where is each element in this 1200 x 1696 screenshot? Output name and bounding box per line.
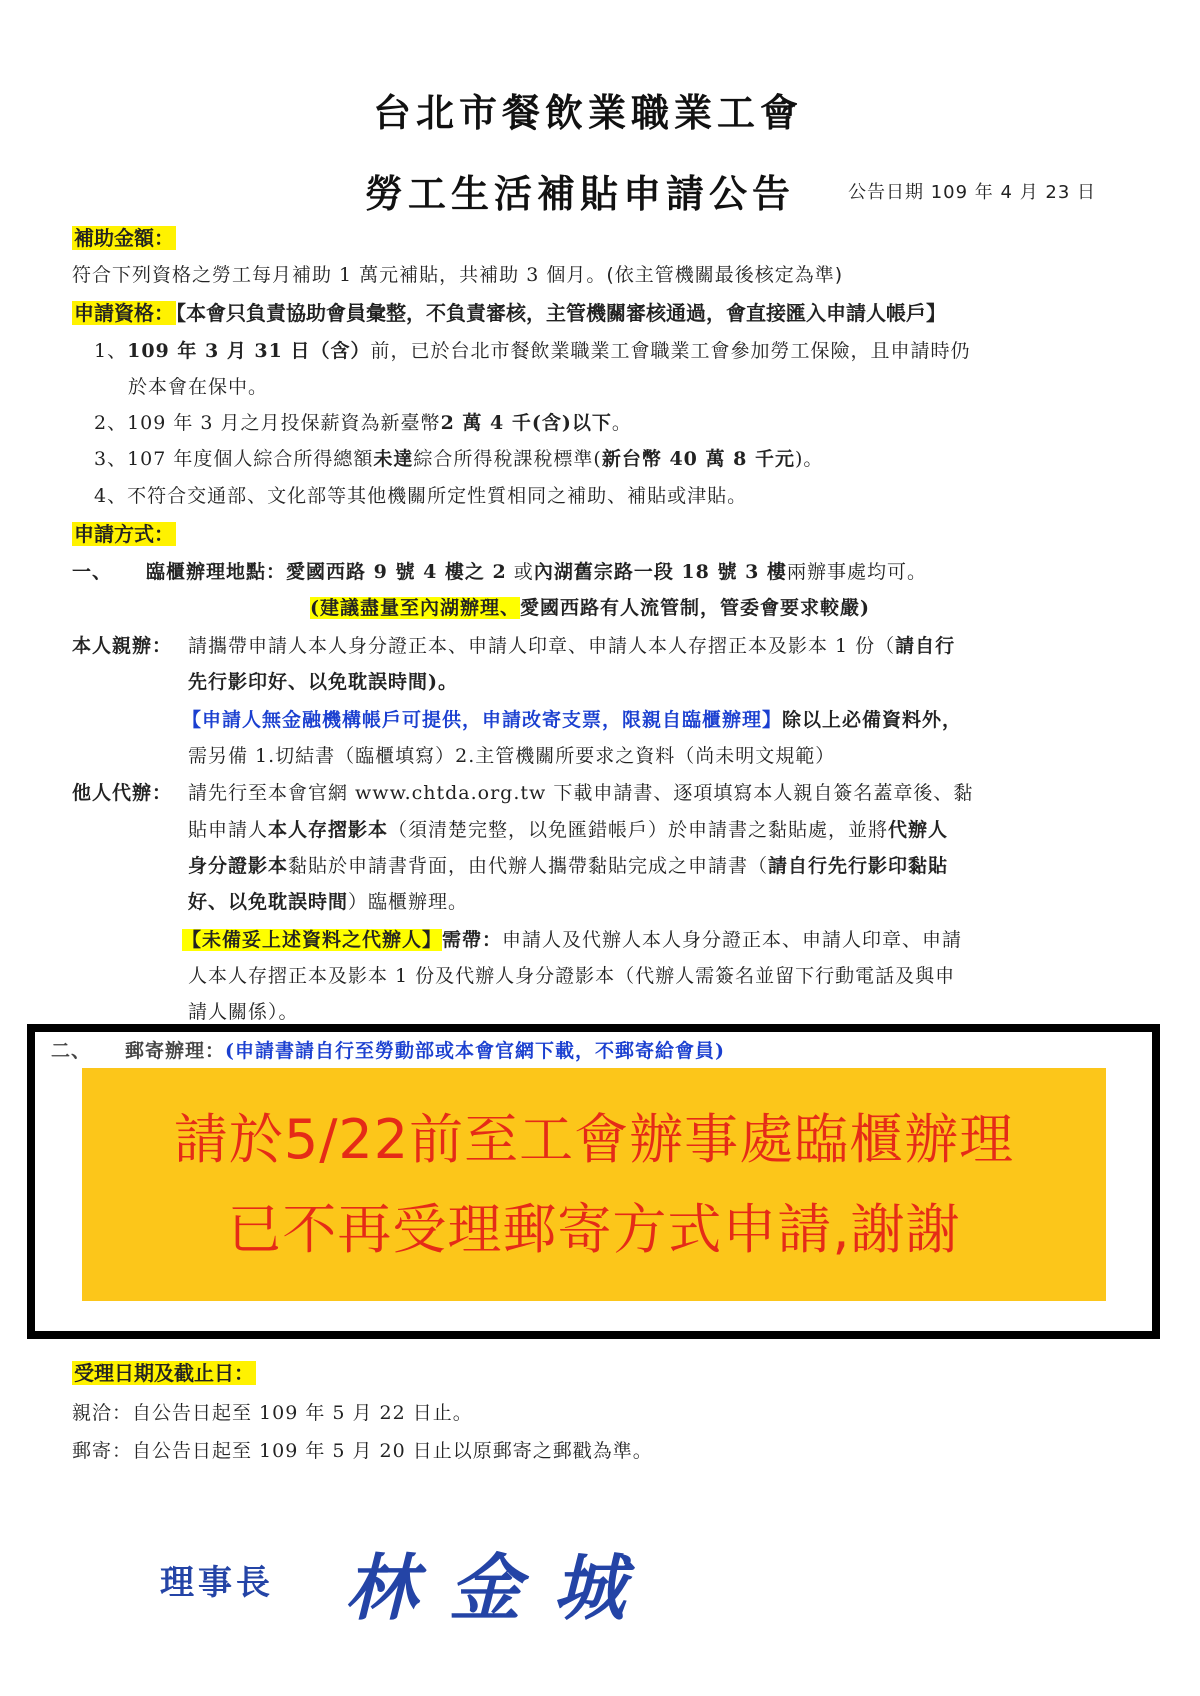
item2-a: 2、109 年 3 月之月投保薪資為新臺幣 bbox=[94, 412, 441, 434]
method-heading: 申請方式： bbox=[74, 522, 174, 546]
proxy-l4b: ）臨櫃辦理。 bbox=[348, 891, 469, 913]
eligibility-item-1-cont: 於本會在保中。 bbox=[128, 376, 269, 398]
deadline-heading: 受理日期及截止日： bbox=[74, 1361, 254, 1385]
proxy-l3a: 身分證影本 bbox=[188, 855, 289, 877]
item2-bold: 2 萬 4 千(含)以下 bbox=[440, 412, 612, 434]
item1-rest: 前，已於台北市餐飲業職業工會職業工會參加勞工保險，且申請時仍 bbox=[370, 340, 971, 362]
notice-line-1: 請於5/22前至工會辦事處臨櫃辦理 bbox=[173, 1107, 1015, 1171]
proxy-l2a: 貼申請人 bbox=[188, 819, 269, 841]
self-line-2: 先行影印好、以免耽誤時間)。 bbox=[188, 671, 458, 693]
counter-or: 或 bbox=[506, 561, 534, 583]
mail-line bbox=[51, 1036, 1151, 1063]
proxy-l4a: 好、以免耽誤時間 bbox=[188, 891, 349, 913]
notice-title: 勞工生活補貼申請公告 bbox=[365, 172, 796, 216]
item3-end: )。 bbox=[794, 448, 824, 470]
self-blue-note: 【申請人無金融機構帳戶可提供，申請改寄支票，限親自臨櫃辦理】 bbox=[182, 709, 783, 731]
proxy-l2c: （須清楚完整，以免匯錯帳戶）於申請書之黏貼處，並將 bbox=[388, 819, 889, 841]
proxy-l2d: 代辦人 bbox=[888, 819, 949, 841]
proxy-label: 他人代辦： bbox=[72, 782, 173, 804]
proxy-line-3 bbox=[188, 851, 948, 878]
proxy-l2b: 本人存摺影本 bbox=[268, 819, 389, 841]
counter-tail: 兩辦事處均可。 bbox=[786, 561, 927, 583]
proxy-line-4 bbox=[188, 887, 468, 914]
proxy-hl: 【未備妥上述資料之代辦人】 bbox=[182, 929, 443, 951]
counter-suggest-hl: (建議盡量至內湖辦理、 bbox=[310, 597, 520, 619]
counter-title: 臨櫃辦理地點： bbox=[146, 561, 287, 583]
overlay-notice bbox=[82, 1068, 1106, 1301]
notice-date: 公告日期 109 年 4 月 23 日 bbox=[848, 182, 1097, 203]
item3-bold1: 未達 bbox=[373, 448, 414, 470]
eligibility-item-4: 4、不符合交通部、文化部等其他機關所定性質相同之補助、補貼或津貼。 bbox=[94, 485, 748, 507]
self-bold: 請自行 bbox=[895, 635, 956, 657]
eligibility-heading-line bbox=[72, 297, 946, 326]
proxy-need-bold: 需帶： bbox=[442, 929, 503, 951]
deadline-in-person: 親洽：自公告日起至 109 年 5 月 22 日止。 bbox=[72, 1402, 473, 1424]
proxy-need: 申請人及代辦人本人身分證正本、申請人印章、申請 bbox=[502, 929, 963, 951]
proxy-line-1: 請先行至本會官網 www.chtda.org.tw 下載申請書、逐項填寫本人親自簽名蓋章後、黏 bbox=[188, 782, 974, 804]
mail-blue: (申請書請自行至勞動部或本會官網下載，不郵寄給會員) bbox=[225, 1040, 725, 1062]
counter-addr1: 愛國西路 9 號 4 樓之 2 bbox=[286, 561, 507, 583]
item1-prefix: 1、 bbox=[94, 340, 128, 362]
amount-text-b: (依主管機關最後核定為準) bbox=[606, 264, 844, 286]
counter-label: 一、 bbox=[72, 561, 113, 583]
amount-heading bbox=[72, 222, 176, 251]
item2-end: 。 bbox=[611, 412, 632, 434]
proxy-line-7: 請人關係）。 bbox=[188, 1001, 299, 1023]
proxy-l3c: 請自行先行影印黏貼 bbox=[768, 855, 949, 877]
self-line-3 bbox=[182, 705, 962, 732]
counter-line bbox=[72, 557, 927, 584]
self-text: 請攜帶申請人本人身分證正本、申請人印章、申請人本人存摺正本及影本 1 份（ bbox=[188, 635, 896, 657]
eligibility-heading: 申請資格： bbox=[74, 301, 174, 325]
counter-suggest-rest: 愛國西路有人流管制，管委會要求較嚴) bbox=[520, 597, 870, 619]
signature-name: 林金城 bbox=[345, 1545, 658, 1630]
self-line-1 bbox=[188, 631, 955, 658]
notice-line-2: 已不再受理郵寄方式申請,謝謝 bbox=[227, 1197, 961, 1261]
proxy-line-2 bbox=[188, 815, 948, 842]
proxy-line-6: 人本人存摺正本及影本 1 份及代辦人身分證影本（代辦人需簽名並留下行動電話及與申 bbox=[188, 965, 956, 987]
item3-bold2: 新台幣 40 萬 8 千元 bbox=[601, 448, 795, 470]
self-extra: 除以上必備資料外， bbox=[782, 709, 963, 731]
method-heading-line bbox=[72, 518, 176, 547]
eligibility-item-3 bbox=[94, 444, 823, 471]
signature-title: 理事長 bbox=[160, 1563, 274, 1603]
amount-text bbox=[72, 260, 843, 287]
amount-text-a: 符合下列資格之勞工每月補助 1 萬元補貼，共補助 3 個月。 bbox=[72, 264, 607, 286]
proxy-line-5 bbox=[182, 925, 962, 952]
deadline-heading-line bbox=[72, 1357, 256, 1386]
eligibility-item-1 bbox=[94, 336, 971, 363]
counter-suggest bbox=[310, 593, 870, 620]
org-name: 台北市餐飲業職業工會 bbox=[373, 91, 804, 135]
overlay-notice-frame bbox=[27, 1024, 1160, 1339]
item1-bold: 109 年 3 月 31 日（含） bbox=[127, 340, 371, 362]
deadline-mail: 郵寄：自公告日起至 109 年 5 月 20 日止以原郵寄之郵戳為準。 bbox=[72, 1440, 653, 1462]
amount-heading-text: 補助金額： bbox=[74, 226, 174, 250]
item3-b: 綜合所得稅課稅標準( bbox=[413, 448, 602, 470]
mail-title: 郵寄辦理： bbox=[125, 1040, 226, 1062]
proxy-l3b: 黏貼於申請書背面，由代辦人攜帶黏貼完成之申請書（ bbox=[288, 855, 769, 877]
eligibility-note: 【本會只負責協助會員彙整，不負責審核，主管機關審核通過，會直接匯入申請人帳戶】 bbox=[176, 301, 946, 325]
self-label: 本人親辦： bbox=[72, 635, 173, 657]
self-line-4: 需另備 1.切結書（臨櫃填寫）2.主管機關所要求之資料（尚未明文規範） bbox=[188, 745, 836, 767]
mail-label: 二、 bbox=[51, 1040, 92, 1062]
counter-addr2: 內湖舊宗路一段 18 號 3 樓 bbox=[533, 561, 787, 583]
item3-a: 3、107 年度個人綜合所得總額 bbox=[94, 448, 374, 470]
eligibility-item-2 bbox=[94, 408, 632, 435]
